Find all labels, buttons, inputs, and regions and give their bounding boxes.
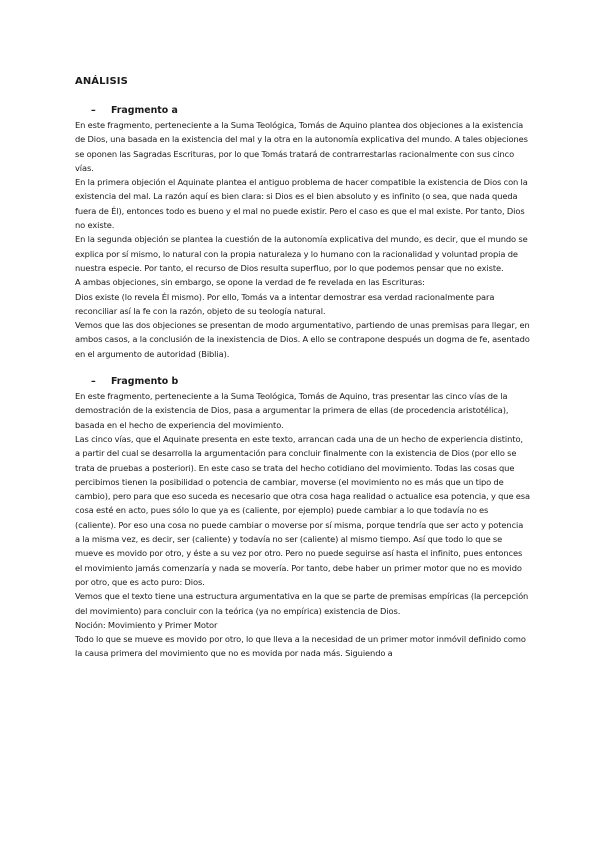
section-b-heading-text: Fragmento b <box>111 376 179 388</box>
document-content <box>75 76 530 661</box>
section-a-paragraph: En la primera objeción el Aquinate plantea el antiguo problema de hacer compatible la existencia de Dios con la existencia del mal. La razón aquí es bien clara: si Dios es el bien absoluto y es infinito (o sea, que nada queda fuera de Él), entonces todo es bueno y el mal no puede existir. Pero el caso es que el mal existe. Por tanto, Dios no existe. <box>75 177 528 231</box>
section-b-paragraph: Las cinco vías, que el Aquinate presenta en este texto, arrancan cada una de un hecho de experiencia distinto, a partir del cual se desarrolla la argumentación para concluir finalmente con la existencia de Dios (por ello se trata de pruebas a posteriori). En este caso se trata del hecho cotidiano del movimiento. Todas las cosas que percibimos tienen la posibilidad o potencia de cambiar, moverse (el movimiento no es más que un tipo de cambio), pero para que eso suceda es necesario que otra cosa haga realidad o actualice esa potencia, y que esa cosa esté en acto, pues sólo lo que ya es (caliente, por ejemplo) puede cambiar a lo que todavía no es (caliente). Por eso una cosa no puede cambiar o moverse por sí misma, porque tendría que ser acto y potencia a la misma vez, es decir, ser (caliente) y todavía no ser (caliente) al mismo tiempo. Así que todo lo que se mueve es movido por otro, y éste a su vez por otro. Pero no puede seguirse así hasta el infinito, pues entonces el movimiento jamás comenzaría y nada se movería. Por tanto, debe haber un primer motor que no es movido por otro, que es acto puro: Dios. <box>75 433 531 587</box>
section-a-heading-text: Fragmento a <box>111 105 178 116</box>
section-b-heading <box>75 375 530 389</box>
section-b-paragraph: Todo lo que se mueve es movido por otro, lo que lleva a la necesidad de un primer motor inmóvil definido como la causa primera del movimiento que no es movida por nada más. Siguiendo a <box>75 634 526 659</box>
section-b-paragraph: Vemos que el texto tiene una estructura argumentativa en la que se parte de premisas empíricas (la percepción del movimiento) para concluir con la teórica (ya no empírica) existencia de Dios. <box>75 591 529 616</box>
section-a-paragraph: Vemos que las dos objeciones se presentan de modo argumentativo, partiendo de unas premisas para llegar, en ambos casos, a la conclusión de la inexistencia de Dios. A ello se contrapone después un dogma de fe, asentado en el argumento de autoridad (Biblia). <box>75 320 530 359</box>
bullet-dash: – <box>91 376 96 388</box>
section-a-heading <box>75 104 530 118</box>
section-gap <box>75 361 530 375</box>
section-b-paragraph: En este fragmento, perteneciente a la Suma Teológica, Tomás de Aquino, tras presentar las cinco vías de la demostración de la existencia de Dios, pasa a argumentar la primera de ellas (de procedencia aristotélica), basada en el hecho de experiencia del movimiento. <box>75 391 509 430</box>
bullet-dash: – <box>91 105 96 116</box>
section-a-paragraph: Dios existe (lo revela Él mismo). Por ello, Tomás va a intentar demostrar esa verdad racionalmente para reconciliar así la fe con la razón, objeto de su teología natural. <box>75 291 495 316</box>
section-a-paragraph: A ambas objeciones, sin embargo, se opone la verdad de fe revelada en las Escrituras: <box>75 277 425 288</box>
section-b-paragraph: Noción: Movimiento y Primer Motor <box>75 619 218 630</box>
section-a-paragraph: En este fragmento, perteneciente a la Suma Teológica, Tomás de Aquino plantea dos objeciones a la existencia de Dios, una basada en la existencia del mal y la otra en la autonomía explicativa del mundo. A tales objeciones se oponen las Sagradas Escrituras, por lo que Tomás tratará de contrarrestarlas racionalmente con sus cinco vías. <box>75 120 528 173</box>
section-a-paragraph: En la segunda objeción se plantea la cuestión de la autonomía explicativa del mundo, es decir, que el mundo se explica por sí mismo, lo natural con la propia naturaleza y lo humano con la racionalidad y voluntad propia de nuestra especie. Por tanto, el recurso de Dios resulta superfluo, por lo que podemos pensar que no existe. <box>75 234 528 273</box>
page-title: ANÁLISIS <box>75 76 128 87</box>
